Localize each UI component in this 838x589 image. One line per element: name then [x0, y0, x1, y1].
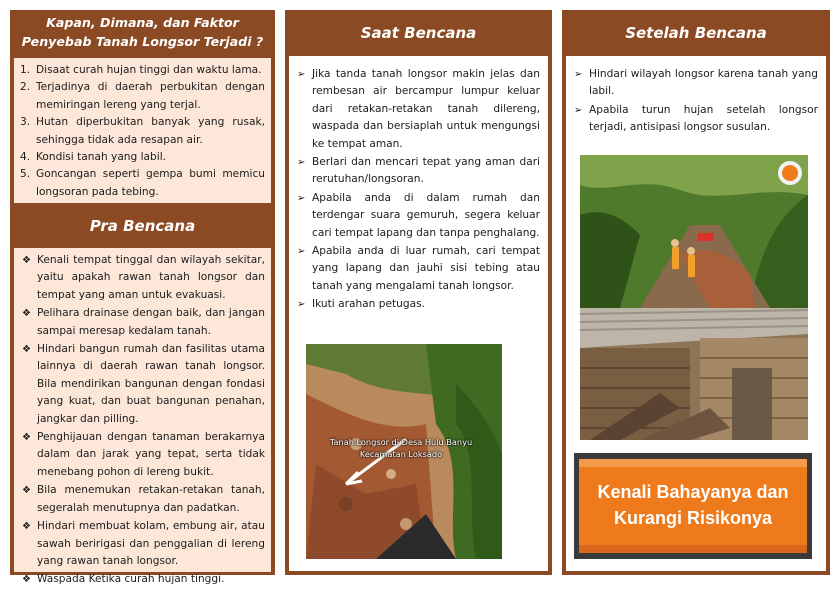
pra-bencana-item-text: Penghijauan dengan tanaman berakarnya dalam dan jarak yang tepat, serta tidak menebang pohon di lereng bukit. — [37, 431, 265, 478]
damaged-house-photo — [580, 308, 808, 440]
bullet-icon: ❖ — [22, 574, 31, 586]
cause-number: 2. — [20, 81, 31, 94]
pra-bencana-box — [14, 248, 271, 586]
cause-item — [20, 114, 265, 149]
setelah-bencana-item-text: Hindari wilayah longsor karena tanah yang labil. — [589, 68, 818, 98]
saat-bencana-item-text: Berlari dan mencari tepat yang aman dari rerutuhan/longsoran. — [312, 156, 540, 186]
cause-text: Terjadinya di daerah perbukitan dengan memiringan lereng yang terjal. — [36, 81, 265, 111]
pra-bencana-item — [20, 482, 265, 517]
bullet-icon: ➢ — [297, 192, 306, 204]
bullet-icon: ➢ — [297, 246, 306, 258]
saat-bencana-title: Saat Bencana — [360, 24, 477, 42]
slogan-line1: Kenali Bahayanya dan — [597, 482, 789, 502]
pra-bencana-item — [20, 341, 265, 428]
bullet-icon: ❖ — [22, 344, 31, 356]
bullet-icon: ➢ — [297, 69, 306, 80]
pra-bencana-item — [20, 252, 265, 304]
causes-list — [20, 62, 265, 201]
cause-number: 3. — [20, 116, 31, 129]
saat-bencana-item-text: Apabila anda di dalam rumah dan terdengar suara gemuruh, segera keluar cari tempat lapang dan tanpa penghalang. — [312, 191, 540, 239]
cause-text: Kondisi tanah yang labil. — [36, 151, 167, 164]
bullet-icon: ❖ — [22, 521, 31, 533]
panel-causes-and-pre-disaster — [10, 10, 275, 586]
panel-saat-bencana — [285, 10, 552, 575]
saat-bencana-item — [295, 243, 540, 295]
saat-bencana-item — [295, 154, 540, 189]
cause-number: 4. — [20, 151, 31, 164]
pra-bencana-item — [20, 305, 265, 340]
pra-bencana-title: Pra Bencana — [89, 217, 196, 235]
pra-bencana-item-text: Hindari membuat kolam, embung air, atau sawah beririgasi dan penggalian di lereng yang rawan tanah longsor. — [37, 520, 265, 567]
saat-bencana-item-text: Apabila anda di luar rumah, cari tempat yang lapang dan jauhi sisi tebing atau tanah yang mengalami tanah longsor. — [312, 245, 540, 292]
pra-bencana-item-text: Hindari bangun rumah dan fasilitas utama lainnya di daerah rawan tanah longsor. Bila mendirikan bangunan dengan fondasi yang kuat, dan buat bangunan penahan, jangkar dan pilling. — [37, 343, 265, 425]
cause-number: 5. — [20, 168, 31, 181]
slogan-sign — [574, 453, 812, 559]
setelah-bencana-item — [572, 66, 818, 101]
pra-bencana-item — [20, 518, 265, 570]
cause-item — [20, 149, 265, 166]
cause-text: Disaat curah hujan tinggi dan waktu lama. — [36, 64, 262, 76]
pra-bencana-item — [20, 429, 265, 481]
saat-bencana-item — [295, 296, 540, 313]
bullet-icon: ➢ — [574, 104, 583, 116]
cause-item — [20, 166, 265, 201]
landslide-photo — [306, 344, 502, 559]
cause-text: Hutan diperbukitan banyak yang rusak, sehingga tidak ada resapan air. — [36, 116, 265, 146]
pra-bencana-item-text: Pelihara drainase dengan baik, dan jangan sampai meresap kedalam tanah. — [37, 307, 265, 337]
setelah-bencana-item — [572, 102, 818, 137]
bullet-icon: ❖ — [22, 308, 31, 320]
pra-bencana-item-text: Bila menemukan retakan-retakan tanah, segeralah menutupnya dan padatkan. — [37, 484, 265, 514]
bullet-icon: ❖ — [22, 432, 31, 444]
saat-bencana-item — [295, 66, 540, 153]
cause-item — [20, 62, 265, 79]
bullet-icon: ➢ — [574, 69, 583, 80]
saat-bencana-item-text: Jika tanda tanah longsor makin jelas dan rembesan air bercampur lumpur keluar dari retakan-retakan tanah dilereng, waspada dan bersiaplah untuk mengungsi ke tempat aman. — [312, 68, 540, 150]
causes-title: Kapan, Dimana, dan Faktor Penyebab Tanah Longsor Terjadi ? — [21, 15, 264, 49]
bullet-icon: ➢ — [297, 299, 306, 311]
road-landslide-photo-image — [580, 155, 808, 308]
slogan-line2: Kurangi Risikonya — [613, 508, 773, 528]
pra-bencana-list — [20, 252, 265, 589]
damaged-house-photo-image — [580, 308, 808, 440]
setelah-bencana-title: Setelah Bencana — [625, 24, 767, 42]
bullet-icon: ❖ — [22, 485, 31, 497]
saat-bencana-item-text: Ikuti arahan petugas. — [312, 298, 425, 311]
road-landslide-photo — [580, 155, 808, 308]
bullet-icon: ❖ — [22, 255, 31, 266]
pra-bencana-item — [20, 571, 265, 588]
landslide-photo-caption: Tanah Longsor di Desa Hulu Banyu Kecamatan Loksado — [329, 437, 473, 459]
pra-bencana-item-text: Kenali tempat tinggal dan wilayah sekitar, yaitu apakah rawan tanah longsor dan tempat yang aman untuk evakuasi. — [37, 254, 265, 301]
causes-box — [14, 58, 271, 203]
pra-bencana-item-text: Waspada Ketika curah hujan tinggi. — [37, 573, 225, 586]
setelah-bencana-item-text: Apabila turun hujan setelah longsor terjadi, antisipasi longsor susulan. — [589, 103, 818, 134]
cause-text: Goncangan seperti gempa bumi memicu longsoran pada tebing. — [36, 168, 265, 198]
bullet-icon: ➢ — [297, 157, 306, 169]
saat-bencana-item — [295, 190, 540, 242]
cause-item — [20, 79, 265, 114]
saat-bencana-list — [295, 66, 540, 314]
panel-setelah-bencana — [562, 10, 830, 575]
setelah-bencana-list — [572, 66, 818, 137]
cause-number: 1. — [20, 64, 31, 76]
